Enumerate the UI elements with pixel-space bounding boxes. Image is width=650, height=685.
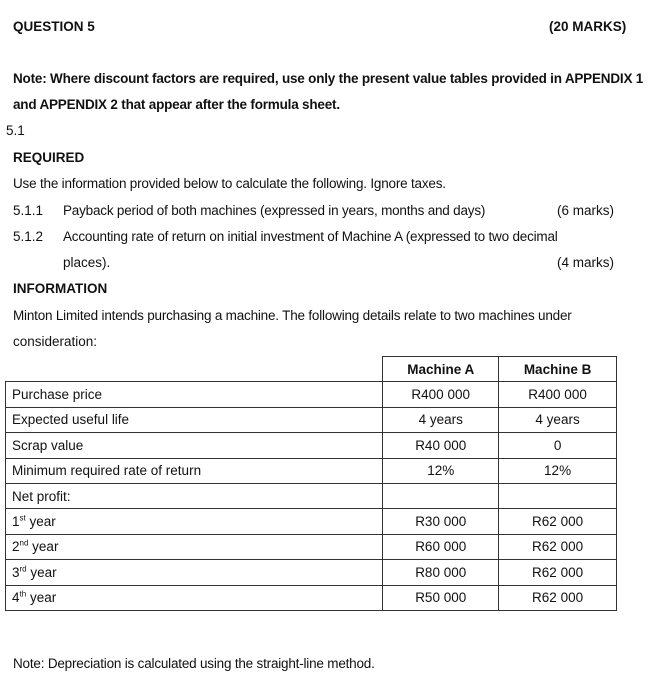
information-heading: INFORMATION xyxy=(13,281,108,296)
machine-b-value: 0 xyxy=(499,433,617,458)
table-row xyxy=(6,585,617,610)
item-text-continued: places). xyxy=(63,255,111,270)
machine-b-value: R400 000 xyxy=(499,382,617,407)
machine-a-value xyxy=(383,483,499,508)
machine-a-value: R60 000 xyxy=(383,534,499,559)
item-marks: (6 marks) xyxy=(557,203,614,218)
row-label xyxy=(6,534,383,559)
year-word: year xyxy=(26,564,57,580)
year-number: 2 xyxy=(12,539,20,555)
machine-a-value: R80 000 xyxy=(383,560,499,585)
table-row xyxy=(6,534,617,559)
year-suffix: nd xyxy=(19,538,29,548)
machine-b-value: 4 years xyxy=(499,407,617,432)
row-label: Scrap value xyxy=(6,433,383,458)
machine-a-value: R40 000 xyxy=(383,433,499,458)
question-marks: (20 MARKS) xyxy=(549,19,627,34)
table-header-machine-a: Machine A xyxy=(383,357,499,382)
table-header-blank xyxy=(6,357,383,382)
table-header-machine-b: Machine B xyxy=(499,357,617,382)
year-number: 3 xyxy=(12,564,20,580)
year-number: 1 xyxy=(12,514,20,530)
info-line1: Minton Limited intends purchasing a machine. The following details relate to two machines under xyxy=(13,308,572,323)
year-word: year xyxy=(26,590,57,606)
year-word: year xyxy=(25,514,56,530)
machine-b-value: R62 000 xyxy=(499,534,617,559)
year-word: year xyxy=(28,539,59,555)
row-label xyxy=(6,585,383,610)
machine-a-value: 4 years xyxy=(383,407,499,432)
instruction-text: Use the information provided below to calculate the following. Ignore taxes. xyxy=(13,176,446,191)
machine-comparison-table xyxy=(5,356,617,611)
row-label: Net profit: xyxy=(6,483,383,508)
row-label: Expected useful life xyxy=(6,407,383,432)
machine-b-value: R62 000 xyxy=(499,509,617,534)
year-suffix: st xyxy=(19,513,26,523)
required-heading: REQUIRED xyxy=(13,150,85,165)
machine-a-value: R30 000 xyxy=(383,509,499,534)
item-marks: (4 marks) xyxy=(557,255,614,270)
machine-b-value xyxy=(499,483,617,508)
year-suffix: th xyxy=(19,589,27,599)
table-row xyxy=(6,382,617,407)
machine-a-value: R400 000 xyxy=(383,382,499,407)
table-row xyxy=(6,458,617,483)
section-number: 5.1 xyxy=(6,123,25,138)
year-number: 4 xyxy=(12,590,20,606)
row-label: Purchase price xyxy=(6,382,383,407)
machine-b-value: 12% xyxy=(499,458,617,483)
item-text: Payback period of both machines (expressed in years, months and days) xyxy=(63,203,486,218)
row-label xyxy=(6,560,383,585)
machine-a-value: R50 000 xyxy=(383,585,499,610)
item-number: 5.1.2 xyxy=(13,229,44,244)
table-header-row xyxy=(6,357,617,382)
note-top-line1: Note: Where discount factors are required, use only the present value tables provided in APPENDIX 1 xyxy=(13,71,644,86)
machine-b-value: R62 000 xyxy=(499,560,617,585)
table-row xyxy=(6,407,617,432)
table-row xyxy=(6,483,617,508)
table-row xyxy=(6,560,617,585)
info-line2: consideration: xyxy=(13,334,98,349)
note-bottom: Note: Depreciation is calculated using the straight-line method. xyxy=(13,656,375,671)
table-row xyxy=(6,433,617,458)
row-label: Minimum required rate of return xyxy=(6,458,383,483)
item-number: 5.1.1 xyxy=(13,203,44,218)
year-suffix: rd xyxy=(19,564,27,574)
item-text: Accounting rate of return on initial investment of Machine A (expressed to two decimal xyxy=(63,229,558,244)
row-label xyxy=(6,509,383,534)
question-title: QUESTION 5 xyxy=(13,19,95,34)
machine-a-value: 12% xyxy=(383,458,499,483)
machine-b-value: R62 000 xyxy=(499,585,617,610)
table-row xyxy=(6,509,617,534)
note-top-line2: and APPENDIX 2 that appear after the formula sheet. xyxy=(13,97,340,112)
